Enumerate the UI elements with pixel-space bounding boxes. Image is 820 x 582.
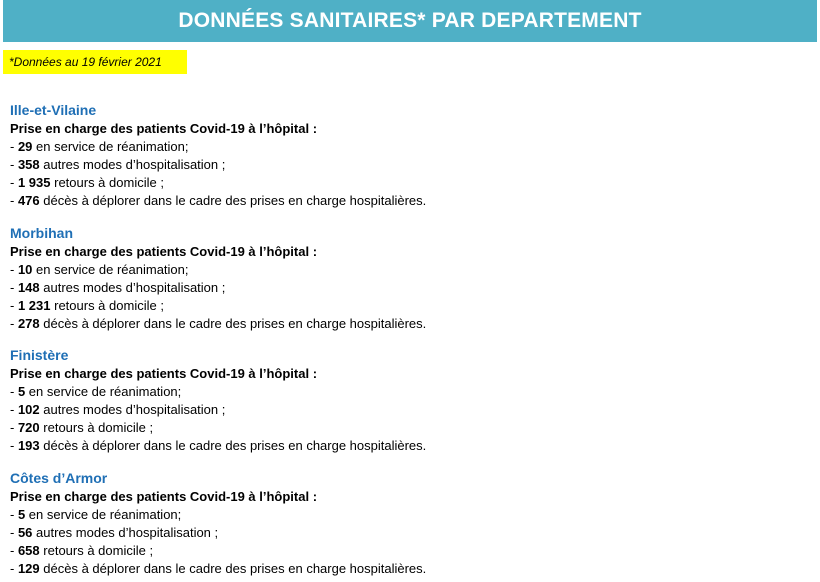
stat-value: 720 <box>17 420 40 435</box>
stat-value: 1 231 <box>17 298 51 313</box>
stat-value: 476 <box>17 193 40 208</box>
stat-line-icu: - 10 en service de réanimation; <box>10 262 189 277</box>
stat-value: 29 <box>17 139 33 154</box>
department-subtitle: Prise en charge des patients Covid-19 à l’hôpital : <box>10 244 318 259</box>
stat-line-hospitalisation: - 148 autres modes d’hospitalisation ; <box>10 280 226 295</box>
department-subtitle: Prise en charge des patients Covid-19 à l’hôpital : <box>10 121 318 136</box>
department-subtitle: Prise en charge des patients Covid-19 à l’hôpital : <box>10 366 318 381</box>
stat-value: 193 <box>17 438 40 453</box>
department-name: Finistère <box>10 347 69 363</box>
stat-line-deaths: - 129 décès à déplorer dans le cadre des prises en charge hospitalières. <box>10 561 427 576</box>
stat-line-hospitalisation: - 56 autres modes d’hospitalisation ; <box>10 525 219 540</box>
department-name: Côtes d’Armor <box>10 470 108 486</box>
date-note <box>3 50 187 74</box>
stat-value: 5 <box>17 507 26 522</box>
stat-value: 129 <box>17 561 40 576</box>
date-note-text: *Données au 19 février 2021 <box>9 55 162 69</box>
stat-line-hospitalisation: - 358 autres modes d’hospitalisation ; <box>10 157 226 172</box>
stat-value: 10 <box>17 262 33 277</box>
department-name: Ille-et-Vilaine <box>10 102 97 118</box>
stat-line-deaths: - 278 décès à déplorer dans le cadre des prises en charge hospitalières. <box>10 316 427 331</box>
department-section <box>10 224 710 333</box>
stat-value: 5 <box>17 384 26 399</box>
stat-value: 358 <box>17 157 40 172</box>
department-name: Morbihan <box>10 225 73 241</box>
stat-value: 658 <box>17 543 40 558</box>
department-section <box>10 469 710 578</box>
stat-line-returns: - 658 retours à domicile ; <box>10 543 154 558</box>
stat-line-returns: - 1 935 retours à domicile ; <box>10 175 164 190</box>
stat-value: 278 <box>17 316 40 331</box>
stat-line-deaths: - 193 décès à déplorer dans le cadre des prises en charge hospitalières. <box>10 438 427 453</box>
stat-value: 56 <box>17 525 33 540</box>
stat-value: 1 935 <box>17 175 51 190</box>
page-title-banner <box>3 0 817 42</box>
department-section <box>10 346 710 455</box>
department-section <box>10 101 710 210</box>
page-title: DONNÉES SANITAIRES* PAR DEPARTEMENT <box>178 9 642 32</box>
stat-line-icu: - 29 en service de réanimation; <box>10 139 189 154</box>
department-subtitle: Prise en charge des patients Covid-19 à l’hôpital : <box>10 489 318 504</box>
stat-line-hospitalisation: - 102 autres modes d’hospitalisation ; <box>10 402 226 417</box>
stat-value: 102 <box>17 402 40 417</box>
stat-value: 148 <box>17 280 40 295</box>
stat-line-icu: - 5 en service de réanimation; <box>10 384 182 399</box>
stat-line-returns: - 720 retours à domicile ; <box>10 420 154 435</box>
stat-line-returns: - 1 231 retours à domicile ; <box>10 298 164 313</box>
stat-line-icu: - 5 en service de réanimation; <box>10 507 182 522</box>
stat-line-deaths: - 476 décès à déplorer dans le cadre des prises en charge hospitalières. <box>10 193 427 208</box>
